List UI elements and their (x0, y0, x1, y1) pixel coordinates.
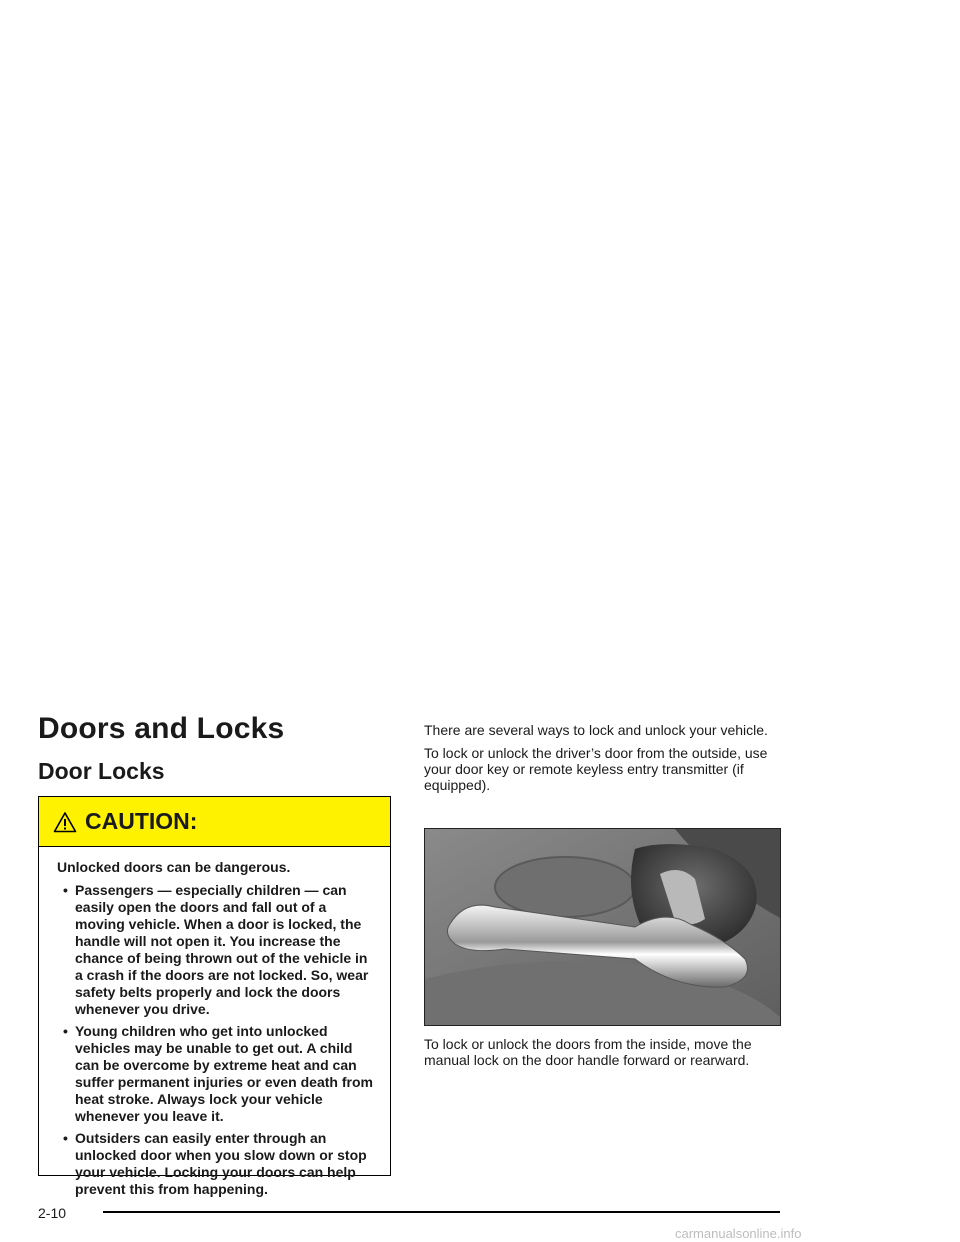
page-number: 2-10 (38, 1205, 67, 1221)
caution-title: CAUTION: (85, 808, 198, 834)
subsection-title: Door Locks (38, 758, 165, 784)
paragraph-inside-lock: To lock or unlock the doors from the inside, move the manual lock on the door handle forward or rearward. (424, 1036, 752, 1068)
warning-triangle-icon (53, 811, 77, 833)
caution-bullet: • Young children who get into unlocked vehicles may be unable to get out. A child can be overcome by extreme heat and can suffer permanent injuries or even death from heat stroke. Always lock your vehicle whenever you leave it. (57, 1023, 375, 1125)
paragraph-ways-to-lock: There are several ways to lock and unlock your vehicle. (424, 722, 768, 738)
caution-list (57, 882, 390, 1198)
caution-header (39, 797, 390, 847)
section-title: Doors and Locks (38, 712, 285, 745)
caution-intro: Unlocked doors can be dangerous. (57, 859, 291, 875)
paragraph-outside-lock: To lock or unlock the driver’s door from the outside, use your door key or remote keyless entry transmitter (if equipped). (424, 745, 768, 793)
caution-bullet: • Outsiders can easily enter through an unlocked door when you slow down or stop your vehicle. Locking your doors can help prevent this from happening. (57, 1130, 375, 1198)
caution-bullet: • Passengers — especially children — can easily open the doors and fall out of a moving vehicle. When a door is locked, the handle will not open it. You increase the chance of being thrown out of the vehicle in a crash if the doors are not locked. So, wear safety belts properly and lock the doors whenever you drive. (57, 882, 375, 1018)
caution-box (38, 796, 391, 1197)
caution-body (39, 847, 390, 1198)
footer-rule (103, 1211, 780, 1213)
door-handle-photo (424, 828, 781, 1026)
watermark: carmanualsonline.info (675, 1226, 802, 1241)
